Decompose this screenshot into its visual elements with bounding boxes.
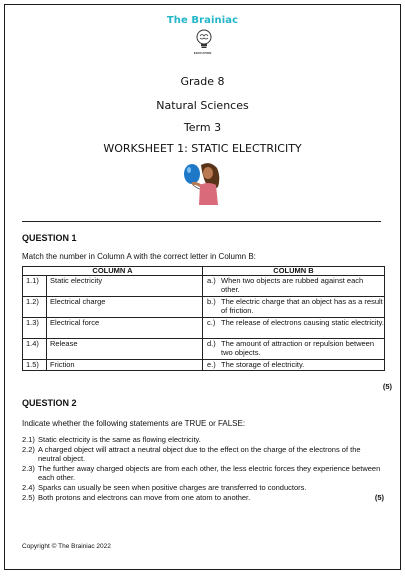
- question-1-instruction: Match the number in Column A with the correct letter in Column B:: [22, 252, 256, 261]
- list-item: [22, 445, 384, 463]
- table-row: [23, 276, 385, 297]
- column-a-header: COLUMN A: [23, 267, 203, 276]
- list-item: [22, 483, 384, 492]
- table-row: [23, 339, 385, 360]
- column-a-term: Static electricity: [50, 276, 103, 285]
- section-divider: [22, 221, 381, 222]
- column-b-definition: The release of electrons causing static electricity.: [221, 318, 384, 327]
- brand-title: The Brainiac: [166, 15, 239, 26]
- grade-label: Grade 8: [180, 75, 225, 88]
- row-letter: a.): [207, 276, 216, 285]
- row-number: 1.5): [23, 360, 47, 370]
- brain-lightbulb-icon: [194, 29, 214, 51]
- copyright-notice: Copyright © The Brainiac 2022: [22, 543, 111, 550]
- question-2-heading: QUESTION 2: [22, 398, 77, 408]
- statement-text: The further away charged objects are from each other, the less electric forces they experience between each other.: [38, 464, 381, 482]
- logo-subtitle: EDUCATION: [193, 51, 212, 55]
- question-1-heading: QUESTION 1: [22, 233, 77, 243]
- question-1-marks: (5): [382, 382, 392, 391]
- statement-text: A charged object will attract a neutral object due to the effect on the charge of the electrons of the neutral object.: [38, 445, 361, 463]
- girl-with-balloon-illustration: [181, 161, 227, 205]
- statement-number: 2.1): [22, 435, 35, 444]
- subject-label: Natural Sciences: [156, 99, 249, 112]
- list-item: [22, 435, 384, 444]
- column-a-term: Electrical charge: [50, 297, 106, 306]
- column-b-definition: When two objects are rubbed against each other.: [221, 276, 364, 294]
- column-b-header: COLUMN B: [203, 267, 385, 276]
- row-number: 1.4): [23, 339, 47, 359]
- statement-text: Sparks can usually be seen when positive charges are transferred to conductors.: [38, 483, 307, 492]
- row-letter: d.): [207, 339, 216, 348]
- column-a-term: Friction: [50, 360, 75, 369]
- statement-number: 2.2): [22, 445, 35, 454]
- statement-list: [22, 435, 384, 503]
- row-letter: b.): [207, 297, 216, 306]
- statement-text: Static electricity is the same as flowing electricity.: [38, 435, 201, 444]
- term-label: Term 3: [183, 121, 222, 134]
- row-letter: e.): [207, 360, 216, 369]
- question-2-instruction: Indicate whether the following statements are TRUE or FALSE:: [22, 419, 246, 428]
- statement-text: Both protons and electrons can move from one atom to another.: [38, 493, 251, 502]
- statement-number: 2.5): [22, 493, 35, 502]
- row-letter: c.): [207, 318, 216, 327]
- column-b-definition: The amount of attraction or repulsion between two objects.: [221, 339, 375, 357]
- statement-number: 2.4): [22, 483, 35, 492]
- table-row: [23, 297, 385, 318]
- statement-number: 2.3): [22, 464, 35, 473]
- table-row: [23, 360, 385, 371]
- question-2-marks: (5): [374, 493, 384, 502]
- worksheet-page: [4, 4, 401, 570]
- table-row: [23, 318, 385, 339]
- row-number: 1.1): [23, 276, 47, 296]
- column-a-term: Release: [50, 339, 78, 348]
- worksheet-title: WORKSHEET 1: STATIC ELECTRICITY: [103, 142, 302, 155]
- matching-table: [22, 266, 385, 371]
- column-b-definition: The storage of electricity.: [221, 360, 305, 369]
- column-a-term: Electrical force: [50, 318, 100, 327]
- list-item: [22, 493, 384, 502]
- list-item: [22, 464, 384, 482]
- row-number: 1.2): [23, 297, 47, 317]
- column-b-definition: The electric charge that an object has as a result of friction.: [221, 297, 383, 315]
- row-number: 1.3): [23, 318, 47, 338]
